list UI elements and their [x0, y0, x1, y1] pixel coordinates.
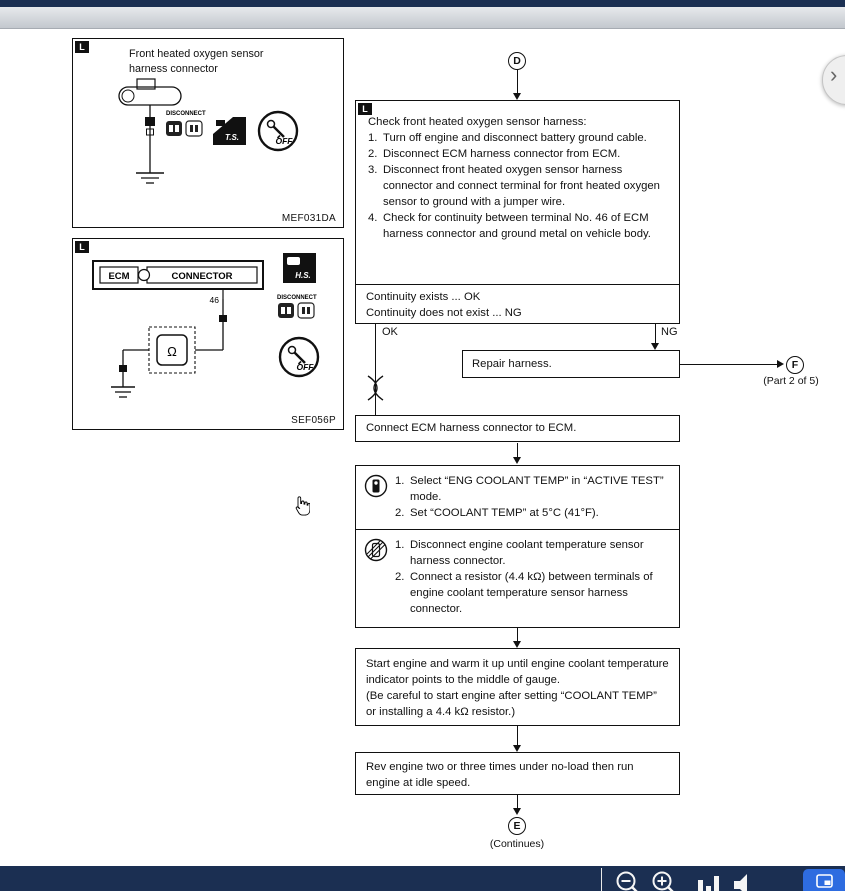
flow-line: [517, 726, 518, 745]
flow-line: [517, 628, 518, 641]
step-text: Disconnect front heated oxygen sensor harness connector and connect terminal for front heated oxygen sensor to ground with a jumper wire.: [383, 164, 660, 209]
terminal-46-label: 46: [209, 295, 219, 305]
arrow-down-icon: [513, 641, 521, 648]
panel-button[interactable]: [803, 869, 845, 891]
rev-engine-box: Rev engine two or three times under no-load then run engine at idle speed.: [355, 752, 680, 795]
figure-marker-l: L: [75, 41, 89, 53]
chevron-right-icon: ›: [830, 62, 838, 87]
mouse-cursor: [293, 495, 310, 517]
arrow-down-icon: [513, 93, 521, 100]
ecm-check-drawing: [73, 239, 345, 431]
connector-label: CONNECTOR: [171, 271, 233, 282]
ok-label: OK: [382, 326, 398, 338]
figure-ecm-connector-check: [72, 238, 344, 430]
step-text: Connect a resistor (4.4 kΩ) between terminals of engine coolant temperature sensor harness connector.: [410, 571, 653, 616]
caption-line: Front heated oxygen sensor: [129, 48, 264, 60]
without-consult-section: [356, 529, 679, 627]
part-note: (Part 2 of 5): [763, 375, 819, 387]
flow-line: [517, 69, 518, 93]
arrow-down-icon: [513, 808, 521, 815]
step-text: Check for continuity between terminal No. 46 of ECM harness connector and ground metal on vehicle body.: [383, 212, 651, 241]
caption-line: harness connector: [129, 62, 218, 75]
step-number: 1.: [368, 132, 378, 145]
zoom-in-icon[interactable]: [654, 873, 676, 891]
check-harness-box: [355, 100, 680, 324]
consult-step: [395, 569, 671, 617]
step-number: 3.: [368, 164, 378, 177]
arrow-down-icon: [513, 457, 521, 464]
no-consult-device-icon: [364, 537, 388, 624]
flow-connector-e: E: [508, 817, 526, 835]
speaker-icon[interactable]: [734, 874, 747, 891]
start-engine-box: [355, 648, 680, 726]
check-step: [368, 130, 669, 146]
ts-label: T.S.: [224, 133, 240, 142]
step-number: 2.: [395, 571, 405, 584]
consult-device-icon: [364, 473, 388, 526]
step-text: Select “ENG COOLANT TEMP” in “ACTIVE TEST” mode.: [410, 475, 664, 504]
check-step: [368, 162, 669, 210]
ng-label: NG: [661, 326, 678, 338]
step-text: Disconnect engine coolant temperature sensor harness connector.: [410, 539, 644, 568]
flow-line: [517, 795, 518, 808]
with-consult-steps: [395, 473, 671, 526]
figure-code: MEF031DA: [281, 213, 336, 224]
start-text: Start engine and warm it up until engine coolant temperature indicator points to the middle of gauge.: [366, 658, 669, 687]
toolbar-strip: [0, 7, 845, 29]
flow-connector-d: D: [508, 52, 526, 70]
figure-code: SEF056P: [291, 415, 336, 426]
check-results-section: [356, 284, 679, 323]
flow-line: [680, 364, 777, 365]
ignition-off-icon: [280, 338, 318, 376]
result-ok: Continuity exists ... OK: [366, 291, 481, 303]
ignition-off-icon: [259, 112, 297, 150]
figure-caption: [129, 47, 263, 76]
flow-line-ng: [655, 324, 656, 343]
step-number: 2.: [368, 148, 378, 161]
with-consult-section: [356, 466, 679, 529]
stats-icon[interactable]: [698, 876, 719, 891]
wire-cross-icon: [364, 374, 387, 402]
step-number: 2.: [395, 507, 405, 520]
zoom-out-icon[interactable]: [618, 873, 640, 891]
consult-steps-box: [355, 465, 680, 628]
consult-step: [395, 505, 671, 521]
ts-tool-icon: [213, 117, 246, 145]
disconnect-plug-icon: [278, 303, 314, 318]
ohm-symbol: Ω: [167, 344, 177, 359]
off-label: OFF: [275, 136, 293, 146]
top-window-bar: [0, 0, 845, 7]
arrow-down-icon: [651, 343, 659, 350]
hs-tool-icon: [283, 253, 316, 283]
step-number: 4.: [368, 212, 378, 225]
flow-line: [517, 443, 518, 457]
repair-harness-box: Repair harness.: [462, 350, 680, 378]
off-label: OFF: [296, 362, 314, 372]
arrow-down-icon: [513, 745, 521, 752]
step-number: 1.: [395, 475, 405, 487]
scroll-next-button[interactable]: [822, 55, 845, 105]
check-title: Check front heated oxygen sensor harness:: [368, 116, 587, 128]
check-step: [368, 146, 669, 162]
window-icon: [816, 874, 833, 889]
step-text: Disconnect ECM harness connector from ECM.: [383, 148, 621, 161]
ecm-label: ECM: [108, 271, 130, 282]
continues-note: (Continues): [489, 838, 545, 850]
connect-ecm-box: Connect ECM harness connector to ECM.: [355, 415, 680, 442]
figure-marker-l: L: [358, 103, 372, 115]
check-step: [368, 210, 669, 242]
figure-oxygen-sensor: [72, 38, 344, 228]
bottom-toolbar: [0, 866, 845, 891]
step-text: Turn off engine and disconnect battery ground cable.: [383, 132, 647, 145]
arrow-right-icon: [777, 360, 784, 368]
consult-step: [395, 473, 671, 505]
without-consult-steps: [395, 537, 671, 624]
step-number: 1.: [395, 539, 405, 551]
disconnect-icon-label: DISCONNECT: [277, 295, 317, 301]
flow-connector-f: F: [786, 356, 804, 374]
result-ng: Continuity does not exist ... NG: [366, 307, 522, 320]
toolbar-divider: [601, 868, 602, 891]
check-steps-section: [356, 101, 679, 284]
start-caution: (Be careful to start engine after setting “COOLANT TEMP” or installing a 4.4 kΩ resistor.): [366, 690, 657, 719]
consult-step: [395, 537, 671, 569]
hs-label: H.S.: [295, 271, 311, 280]
figure-marker-l: L: [75, 241, 89, 253]
disconnect-plug-icon: [166, 121, 202, 136]
step-text: Set “COOLANT TEMP” at 5°C (41°F).: [410, 507, 599, 520]
toolbar-icons: [610, 870, 765, 891]
disconnect-icon-label: DISCONNECT: [166, 111, 206, 117]
